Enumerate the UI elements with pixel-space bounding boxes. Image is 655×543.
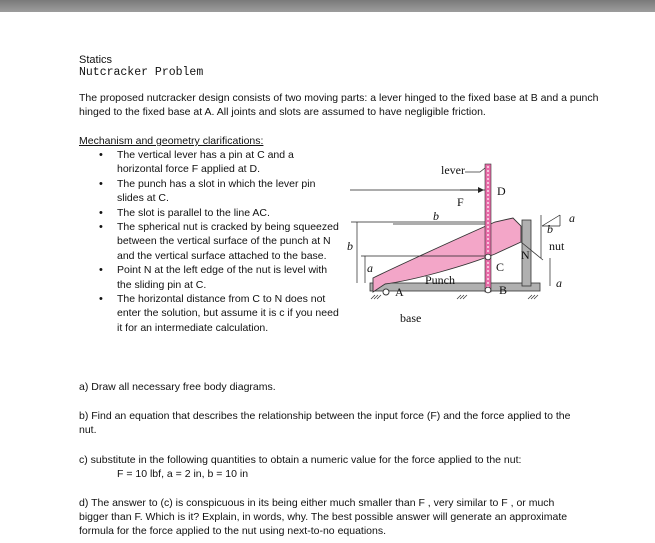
label-f: F bbox=[457, 195, 464, 209]
lever-leader bbox=[465, 168, 485, 172]
label-n: N bbox=[521, 248, 530, 262]
question-d: d) The answer to (c) is conspicuous in its being either much smaller than F , very similar to F , or much bigger than F. Which is it? Explain, in words, why. The best possible answer will generate an approximate formula for the force applied to the nut using next-to-no equations. bbox=[79, 497, 568, 537]
problem-title: Nutcracker Problem bbox=[79, 66, 204, 79]
question-c bbox=[79, 453, 584, 481]
question-c-text: c) substitute in the following quantities to obtain a numeric value for the force applied to the nut: bbox=[79, 454, 522, 466]
nutcracker-figure bbox=[345, 150, 585, 325]
label-a-right-top: a bbox=[569, 211, 575, 225]
label-a-left: a bbox=[367, 261, 373, 275]
list-item: • The punch has a slot in which the lever pin slides at C. bbox=[97, 177, 342, 206]
pin-a bbox=[383, 289, 389, 295]
label-nut: nut bbox=[549, 239, 565, 253]
label-b: B bbox=[499, 283, 508, 297]
question-c-values: F = 10 lbf, a = 2 in, b = 10 in bbox=[117, 468, 249, 480]
question-b: b) Find an equation that describes the relationship between the input force (F) and the force applied to the nut. bbox=[79, 410, 571, 436]
label-b-left: b bbox=[347, 239, 353, 253]
label-a: A bbox=[395, 285, 404, 299]
label-a-right: a bbox=[556, 276, 562, 290]
pin-b bbox=[485, 287, 491, 293]
document-page bbox=[0, 12, 655, 543]
label-lever: lever bbox=[441, 163, 465, 177]
list-item: • The slot is parallel to the line AC. bbox=[97, 206, 342, 220]
question-a: a) Draw all necessary free body diagrams. bbox=[79, 381, 276, 393]
list-item: • Point N at the left edge of the nut is level with the sliding pin at C. bbox=[97, 263, 342, 292]
label-c: C bbox=[496, 260, 505, 274]
list-item: • The vertical lever has a pin at C and a horizontal force F applied at D. bbox=[97, 148, 342, 177]
intro-paragraph: The proposed nutcracker design consists of two moving parts: a lever hinged to the fixed base at B and a punch hinged to the fixed base at A. All joints and slots are assumed to have negligible friction. bbox=[79, 92, 599, 118]
label-base: base bbox=[400, 311, 422, 325]
mechanism-bullet-list bbox=[97, 148, 342, 335]
label-punch: Punch bbox=[425, 273, 455, 287]
label-b-right: b bbox=[547, 222, 553, 236]
list-item: • The spherical nut is cracked by being squeezed between the vertical surface of the punch at N and the vertical surface attached to the base. bbox=[97, 220, 342, 263]
course-label: Statics bbox=[79, 54, 113, 66]
label-d: D bbox=[497, 184, 506, 198]
mechanism-heading: Mechanism and geometry clarifications: bbox=[79, 135, 264, 147]
label-b-top: b bbox=[433, 209, 439, 223]
pin-c bbox=[485, 254, 491, 260]
list-item: • The horizontal distance from C to N does not enter the solution, but assume it is c if you need it for an intermediate calculation. bbox=[97, 292, 342, 335]
